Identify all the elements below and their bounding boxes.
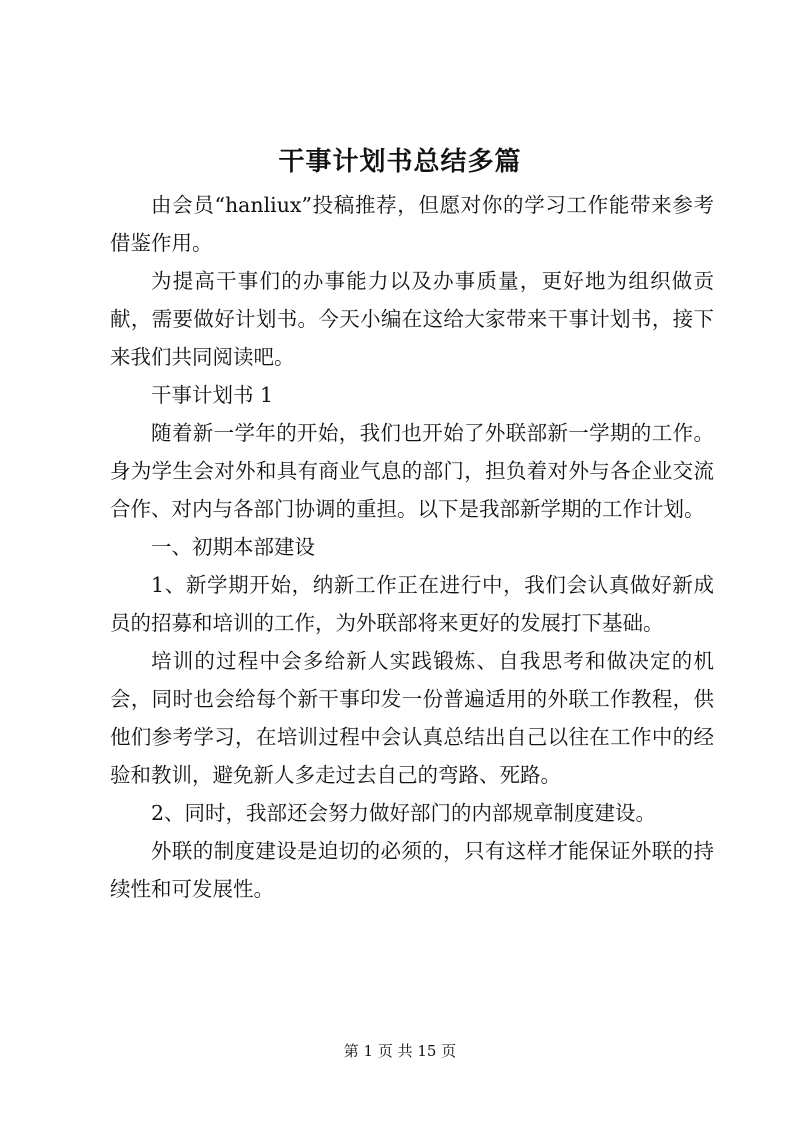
paragraph-item-1: 1、新学期开始，纳新工作正在进行中，我们会认真做好新成员的招募和培训的工作，为外联部将来更好的发展打下基础。 — [110, 573, 714, 635]
paragraph-intro: 由会员“hanliux”投稿推荐，但愿对你的学习工作能带来参考借鉴作用。 — [110, 193, 714, 255]
paragraph-training: 培训的过程中会多给新人实践锻炼、自我思考和做决定的机会，同时也会给每个新干事印发一份普遍适用的外联工作教程，供他们参考学习，在培训过程中会认真总结出自己以往在工作中的经验和教训，避免新人多走过去自己的弯路、死路。 — [110, 649, 714, 787]
paragraph-system-construction: 外联的制度建设是迫切的必须的，只有这样才能保证外联的持续性和可发展性。 — [110, 839, 714, 901]
document-body — [110, 186, 714, 908]
section-heading-plan-1: 干事计划书 1 — [151, 383, 274, 407]
paragraph-new-semester: 随着新一学年的开始，我们也开始了外联部新一学期的工作。身为学生会对外和具有商业气息的部门，担负着对外与各企业交流合作、对内与各部门协调的重担。以下是我部新学期的工作计划。 — [110, 421, 714, 521]
document-title: 干事计划书总结多篇 — [278, 147, 522, 177]
paragraph-purpose: 为提高干事们的办事能力以及办事质量，更好地为组织做贡献，需要做好计划书。今天小编在这给大家带来干事计划书，接下来我们共同阅读吧。 — [110, 269, 714, 369]
section-heading-initial-construction: 一、初期本部建设 — [151, 535, 315, 559]
page-footer: 第 1 页 共 15 页 — [343, 1042, 457, 1060]
paragraph-item-2: 2、同时，我部还会努力做好部门的内部规章制度建设。 — [151, 801, 657, 825]
